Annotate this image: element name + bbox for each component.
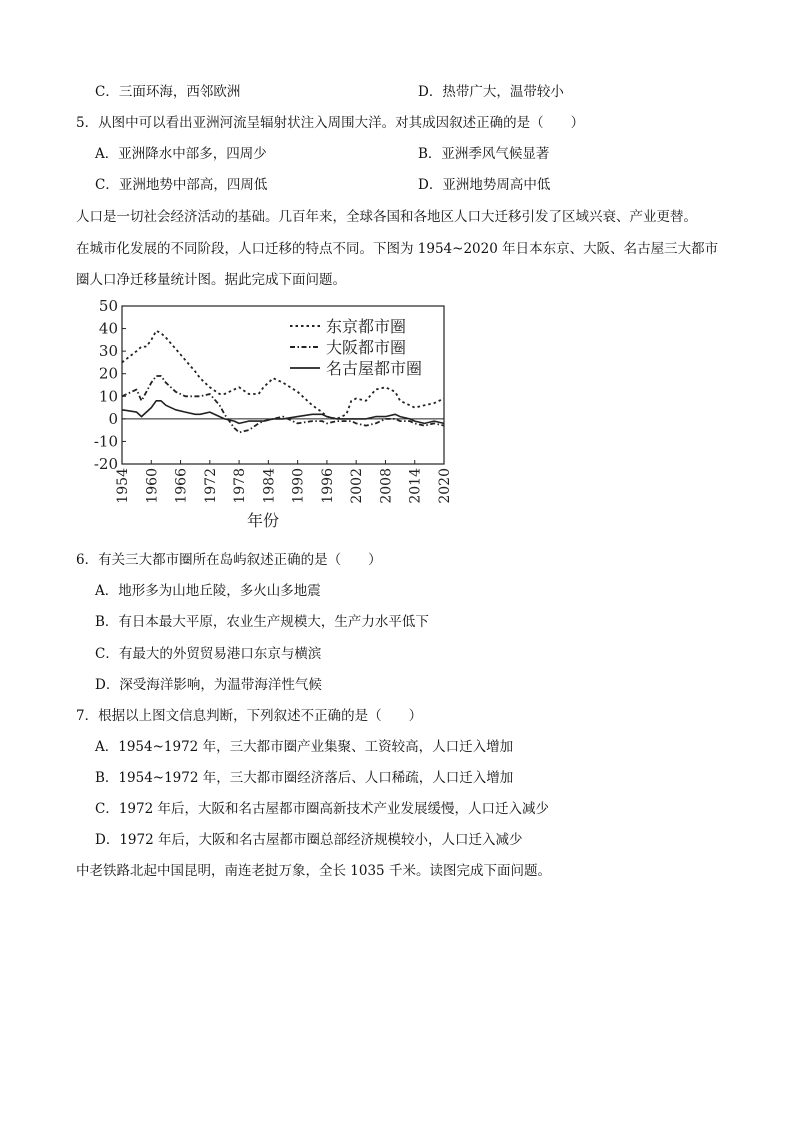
y-tick-label: 40 bbox=[98, 319, 118, 338]
y-tick-label: 30 bbox=[98, 342, 118, 361]
q4-option-d: D．热带广大，温带较小 bbox=[418, 84, 564, 100]
series-line-2 bbox=[122, 376, 444, 432]
q6-option-d: D．深受海洋影响，为温带海洋性气候 bbox=[95, 677, 322, 693]
q5-option-b: B．亚洲季风气候显著 bbox=[418, 146, 550, 162]
y-tick-label: 10 bbox=[98, 387, 118, 406]
x-tick-label: 1972 bbox=[202, 468, 219, 504]
series-line-3 bbox=[122, 401, 444, 424]
q5-stem: 5．从图中可以看出亚洲河流呈辐射状注入周围大洋。对其成因叙述正确的是（ ） bbox=[76, 115, 585, 131]
x-tick-label: 1990 bbox=[290, 468, 307, 504]
q7-stem: 7．根据以上图文信息判断，下列叙述不正确的是（ ） bbox=[76, 708, 423, 724]
q7-option-c: C．1972 年后，大阪和名古屋都市圈高新技术产业发展缓慢，人口迁入减少 bbox=[95, 801, 549, 817]
q6-stem: 6．有关三大都市圈所在岛屿叙述正确的是（ ） bbox=[76, 552, 382, 568]
passage1-line-2: 在城市化发展的不同阶段，人口迁移的特点不同。下图为 1954~2020 年日本东京、大阪、名古屋三大都市 bbox=[76, 241, 719, 257]
q6-option-b: B．有日本最大平原，农业生产规模大，生产力水平低下 bbox=[95, 614, 429, 630]
x-tick-label: 1966 bbox=[173, 468, 190, 504]
x-axis-label: 年份 bbox=[246, 511, 280, 530]
legend-label-3: 名古屋都市圈 bbox=[326, 359, 423, 378]
passage1-line-1: 人口是一切社会经济活动的基础。几百年来，全球各国和各地区人口大迁移引发了区域兴衰、产业更替。 bbox=[76, 209, 697, 225]
q7-option-b: B．1954~1972 年，三大都市圈经济落后、人口稀疏，人口迁入增加 bbox=[95, 770, 514, 786]
q7-option-a: A．1954~1972 年，三大都市圈产业集聚、工资较高，人口迁入增加 bbox=[95, 739, 514, 755]
q5-option-c: C．亚洲地势中部高，四周低 bbox=[95, 177, 268, 193]
legend-label-2: 大阪都市圈 bbox=[326, 338, 407, 357]
x-tick-label: 1984 bbox=[261, 468, 278, 504]
y-tick-label: 0 bbox=[108, 409, 118, 428]
q4-option-c: C．三面环海，西邻欧洲 bbox=[95, 84, 241, 100]
x-tick-label: 1978 bbox=[232, 468, 249, 504]
x-tick-label: 2008 bbox=[378, 468, 395, 504]
x-tick-label: 2020 bbox=[437, 468, 453, 504]
x-tick-label: 1954 bbox=[115, 468, 131, 504]
q6-option-c: C．有最大的外贸贸易港口东京与横滨 bbox=[95, 646, 322, 662]
q6-option-a: A．地形多为山地丘陵，多火山多地震 bbox=[95, 583, 321, 599]
q5-option-d: D．亚洲地势周高中低 bbox=[418, 177, 551, 193]
y-tick-label: 50 bbox=[98, 297, 118, 315]
y-tick-label: -20 bbox=[93, 455, 118, 473]
chart-legend bbox=[290, 317, 422, 378]
x-tick-label: 1960 bbox=[144, 468, 161, 504]
q7-option-d: D．1972 年后，大阪和名古屋都市圈总部经济规模较小，人口迁入减少 bbox=[95, 832, 523, 848]
x-tick-label: 2002 bbox=[349, 468, 366, 504]
x-tick-label: 2014 bbox=[407, 468, 424, 504]
y-tick-label: 20 bbox=[98, 364, 118, 383]
y-tick-label: -10 bbox=[93, 432, 118, 451]
passage2: 中老铁路北起中国昆明，南连老挝万象，全长 1035 千米。读图完成下面问题。 bbox=[76, 863, 551, 879]
legend-label-1: 东京都市圈 bbox=[326, 317, 407, 336]
q5-option-a: A．亚洲降水中部多，四周少 bbox=[95, 146, 267, 162]
x-tick-label: 1996 bbox=[319, 468, 336, 504]
passage1-line-3: 圈人口净迁移量统计图。据此完成下面问题。 bbox=[76, 272, 346, 288]
population-migration-chart bbox=[84, 296, 464, 536]
